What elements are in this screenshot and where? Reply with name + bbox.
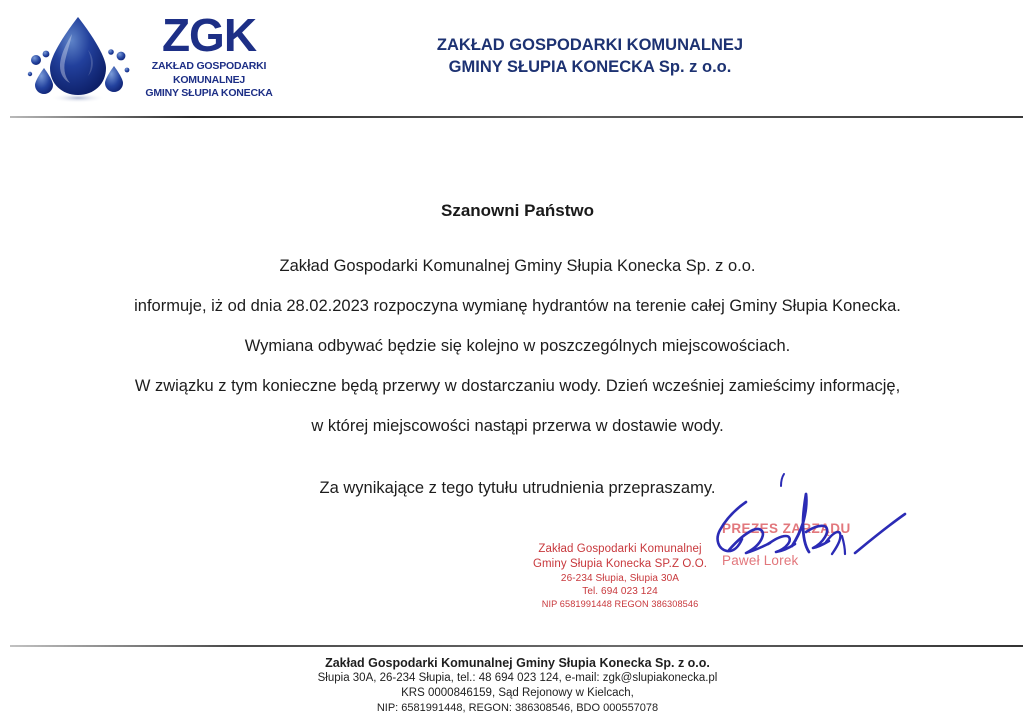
signer-name: Paweł Lorek — [722, 553, 799, 568]
handwritten-signature — [700, 470, 935, 585]
salutation: Szanowni Państwo — [440, 201, 595, 220]
letter-body — [0, 200, 1035, 502]
company-stamp-line-3: 26-234 Słupia, Słupia 30A — [560, 573, 680, 584]
letterhead-title — [380, 34, 800, 78]
signature-block — [0, 470, 1035, 635]
body-paragraphs — [0, 252, 1035, 441]
footer-divider — [10, 645, 1023, 647]
signer-role: PREZES ZARZĄDU — [722, 521, 851, 536]
body-line-1: Zakład Gospodarki Komunalnej Gminy Słupia Konecka Sp. z o.o. — [279, 257, 756, 275]
apology-line: Za wynikające z tego tytułu utrudnienia przepraszamy. — [319, 479, 716, 497]
company-logo — [22, 8, 292, 108]
footer-line-4: NIP: 6581991448, REGON: 386308546, BDO 000557078 — [376, 702, 659, 714]
letterhead-title-line-1: ZAKŁAD GOSPODARKI KOMUNALNEJ — [436, 36, 744, 54]
logo-subtitle — [126, 60, 292, 101]
footer-line-3: KRS 0000846159, Sąd Rejonowy w Kielcach, — [401, 687, 634, 699]
logo-subtitle-line-2: KOMUNALNEJ — [172, 73, 246, 86]
footer-line-1: Zakład Gospodarki Komunalnej Gminy Słupia Konecka Sp. z o.o. — [325, 656, 710, 670]
company-stamp-line-5: NIP 6581991448 REGON 386308546 — [541, 599, 699, 609]
logo-subtitle-line-3: GMINY SŁUPIA KONECKA — [145, 87, 273, 99]
body-line-2: informuje, iż od dnia 28.02.2023 rozpoczyna wymianę hydrantów na terenie całej Gminy Słupia Konecka. — [134, 297, 901, 315]
logo-wordmark: ZGK — [161, 9, 257, 61]
body-line-3: Wymiana odbywać będzie się kolejno w poszczególnych miejscowościach. — [244, 337, 791, 355]
footer — [0, 655, 1035, 716]
company-stamp-line-4: Tel. 694 023 124 — [582, 586, 658, 597]
letterhead — [0, 0, 1035, 117]
footer-line-2: Słupia 30A, 26-234 Słupia, tel.: 48 694 023 124, e-mail: zgk@slupiakonecka.pl — [317, 672, 718, 684]
company-stamp-line-2: Gminy Słupia Konecka SP.Z O.O. — [532, 558, 708, 570]
water-droplet-icon — [22, 10, 134, 106]
logo-text-block — [126, 9, 292, 101]
body-line-4: W związku z tym konieczne będą przerwy w dostarczaniu wody. Dzień wcześniej zamieścimy informację, — [134, 377, 901, 395]
letterhead-title-line-2: GMINY SŁUPIA KONECKA Sp. z o.o. — [448, 58, 732, 76]
body-line-5: w której miejscowości nastąpi przerwa w dostawie wody. — [311, 417, 724, 435]
company-stamp-line-1: Zakład Gospodarki Komunalnej — [538, 543, 702, 555]
logo-subtitle-line-1: ZAKŁAD GOSPODARKI — [151, 60, 267, 72]
company-stamp — [530, 542, 710, 611]
header-divider — [10, 116, 1023, 118]
